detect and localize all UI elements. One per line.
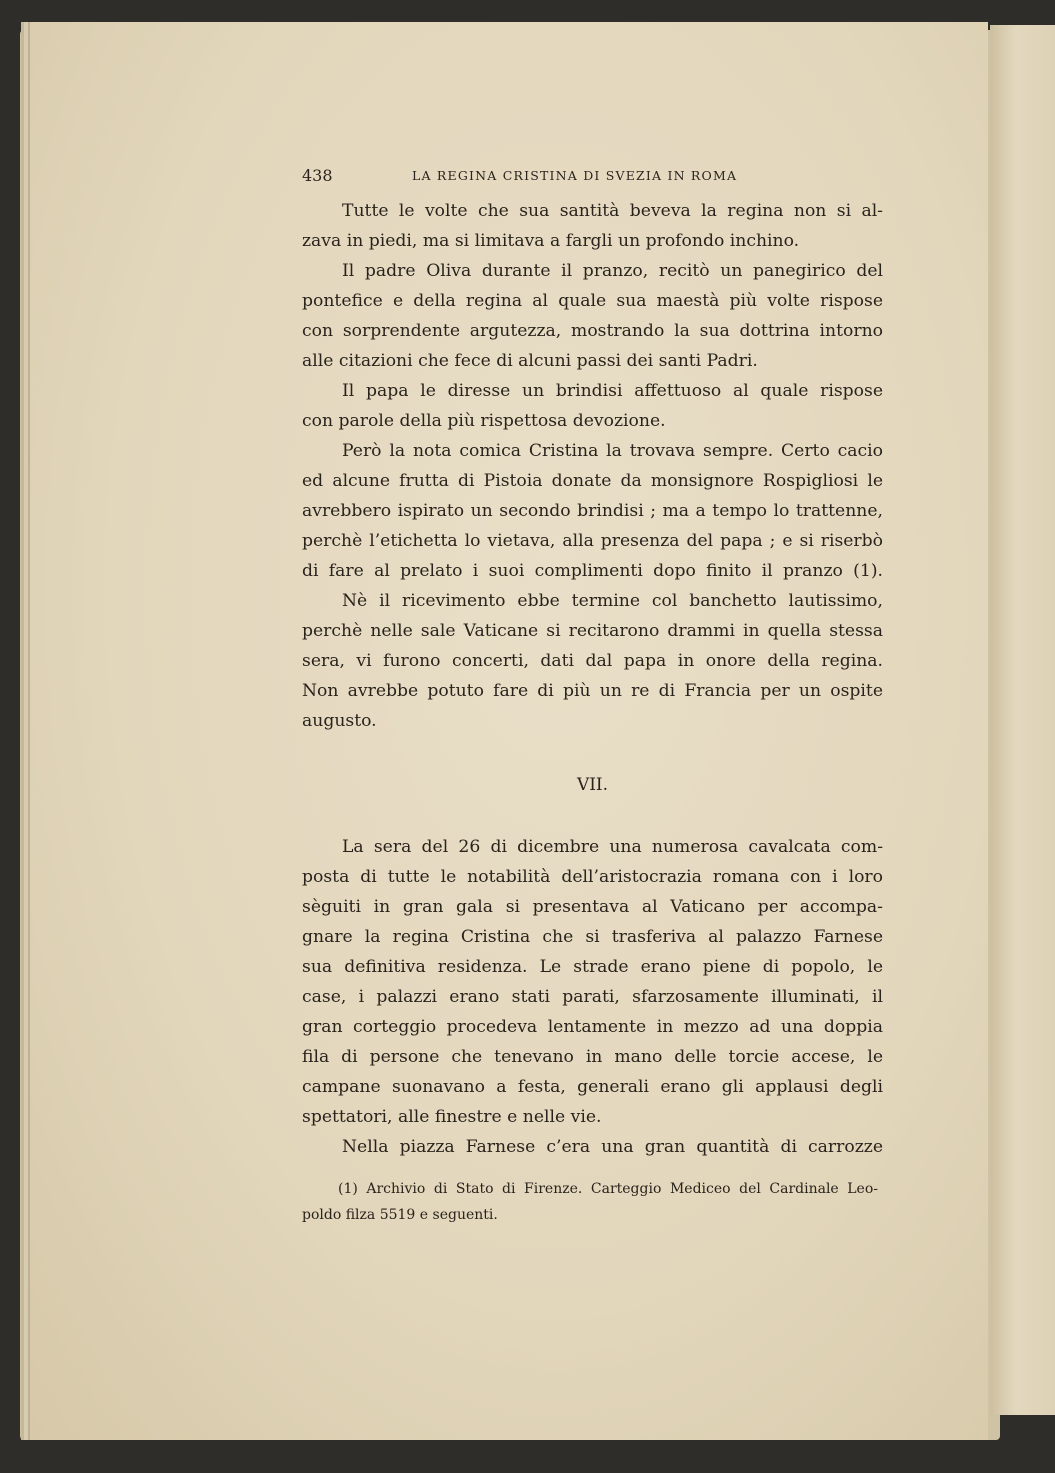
text-line: sua definitiva residenza. Le strade erano piene di popolo, le bbox=[302, 957, 883, 977]
text-line: La sera del 26 di dicembre una numerosa cavalcata com- bbox=[342, 837, 883, 857]
footnote-line: (1) Archivio di Stato di Firenze. Carteggio Mediceo del Cardinale Leo- bbox=[338, 1181, 878, 1197]
footnote-line: poldo filza 5519 e seguenti. bbox=[302, 1207, 498, 1223]
text-line: posta di tutte le notabilità dell’aristocrazia romana con i loro bbox=[302, 867, 883, 887]
text-line: Però la nota comica Cristina la trovava sempre. Certo cacio bbox=[342, 441, 883, 461]
text-line: gnare la regina Cristina che si trasferiva al palazzo Farnese bbox=[302, 927, 883, 947]
text-line: perchè nelle sale Vaticane si recitarono drammi in quella stessa bbox=[302, 621, 883, 641]
text-line: sera, vi furono concerti, dati dal papa in onore della regina. bbox=[302, 651, 883, 671]
text-line: Nè il ricevimento ebbe termine col banchetto lautissimo, bbox=[342, 591, 883, 611]
footnote bbox=[302, 1176, 878, 1228]
text-line: pontefice e della regina al quale sua maestà più volte rispose bbox=[302, 291, 883, 311]
text-line: perchè l’etichetta lo vietava, alla presenza del papa ; e si riserbò bbox=[302, 531, 883, 551]
facing-page-edge bbox=[990, 25, 1055, 1415]
text-line: augusto. bbox=[302, 711, 377, 731]
text-line: con parole della più rispettosa devozione. bbox=[302, 411, 666, 431]
running-title: LA REGINA CRISTINA DI SVEZIA IN ROMA bbox=[412, 168, 738, 183]
text-line: Il padre Oliva durante il pranzo, recitò un panegirico del bbox=[342, 261, 883, 281]
text-line: Il papa le diresse un brindisi affettuoso al quale rispose bbox=[342, 381, 883, 401]
text-line: case, i palazzi erano stati parati, sfarzosamente illuminati, il bbox=[302, 987, 883, 1007]
section-heading: VII. bbox=[576, 775, 609, 795]
text-line: zava in piedi, ma si limitava a fargli un profondo inchino. bbox=[302, 231, 800, 251]
text-line: Tutte le volte che sua santità beveva la regina non si al- bbox=[342, 201, 883, 221]
text-line: spettatori, alle finestre e nelle vie. bbox=[302, 1107, 602, 1127]
running-head bbox=[300, 166, 890, 188]
text-line: fila di persone che tenevano in mano delle torcie accese, le bbox=[302, 1047, 883, 1067]
text-line: ed alcune frutta di Pistoia donate da monsignore Rospigliosi le bbox=[302, 471, 883, 491]
page-number: 438 bbox=[302, 166, 333, 185]
text-line: Non avrebbe potuto fare di più un re di Francia per un ospite bbox=[302, 681, 883, 701]
text-line: Nella piazza Farnese c’era una gran quantità di carrozze bbox=[342, 1137, 883, 1157]
main-text bbox=[302, 196, 883, 1162]
text-line: con sorprendente argutezza, mostrando la sua dottrina intorno bbox=[302, 321, 883, 341]
text-line: sèguiti in gran gala si presentava al Vaticano per accompa- bbox=[302, 897, 883, 917]
text-line: di fare al prelato i suoi complimenti dopo finito il pranzo (1). bbox=[302, 561, 883, 581]
text-line: gran corteggio procedeva lentamente in mezzo ad una doppia bbox=[302, 1017, 883, 1037]
text-line: avrebbero ispirato un secondo brindisi ; ma a tempo lo trattenne, bbox=[302, 501, 883, 521]
text-line: campane suonavano a festa, generali erano gli applausi degli bbox=[302, 1077, 883, 1097]
text-line: alle citazioni che fece di alcuni passi dei santi Padri. bbox=[302, 351, 758, 371]
